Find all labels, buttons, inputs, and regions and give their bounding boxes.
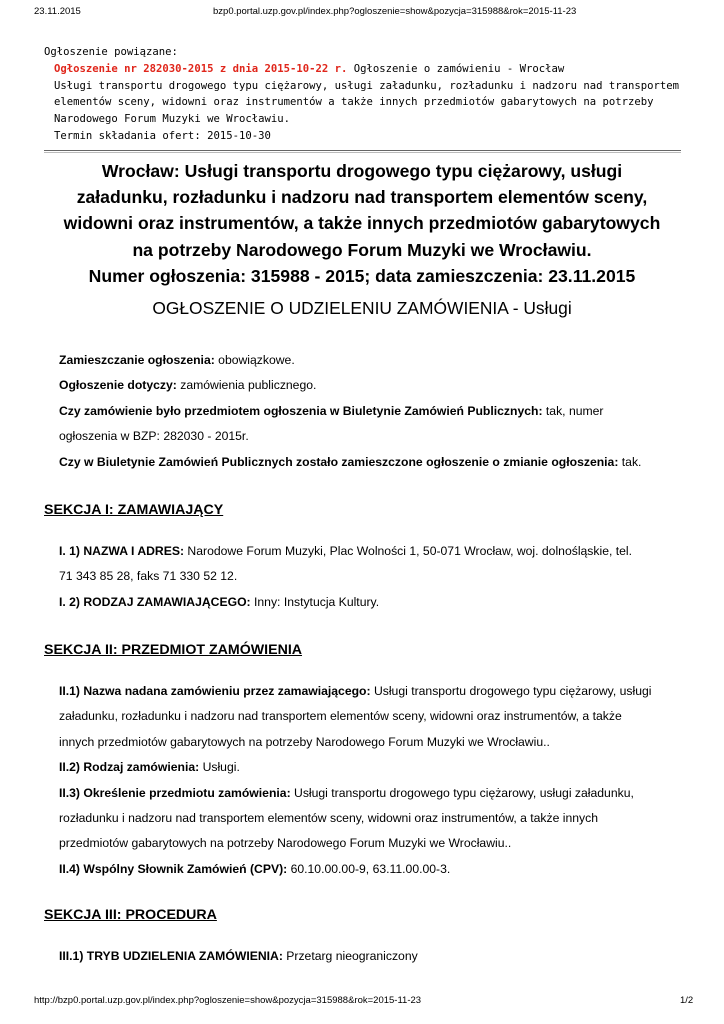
page-number: 1/2 <box>680 995 694 1006</box>
print-url-header: bzp0.portal.uzp.gov.pl/index.php?ogloszenie=show&pozycja=315988&rok=2015-11-23 <box>213 6 577 17</box>
related-line2: Usługi transportu drogowego typu ciężarowy, usługi załadunku, rozładunku i nadzoru nad transportem <box>54 79 680 92</box>
related-line4: Narodowego Forum Muzyki we Wrocławiu. <box>54 113 290 126</box>
related-notice <box>44 44 684 145</box>
page-title: Wrocław: Usługi transportu drogowego typu ciężarowy, usługi załadunku, rozładunku i nadzoru nad transportem elementów sceny, widowni oraz instrumentów, a także innych przedmiotów gabarytowych na potrzeby Narodowego Forum Muzyki we Wrocławiu. Numer ogłoszenia: 315988 - 2015; data zamieszczenia: 23.11.2015 <box>40 158 684 289</box>
related-deadline: Termin składania ofert: 2015-10-30 <box>54 129 271 142</box>
section-3-body: III.1) TRYB UDZIELENIA ZAMÓWIENIA: Przetarg nieograniczony <box>59 949 418 963</box>
related-heading: Ogłoszenie powiązane: <box>44 46 178 58</box>
notice-number: Numer ogłoszenia: 315988 - 2015; data zamieszczenia: 23.11.2015 <box>88 265 636 286</box>
section-1-heading: SEKCJA I: ZAMAWIAJĄCY <box>44 502 224 518</box>
print-url-footer: http://bzp0.portal.uzp.gov.pl/index.php?ogloszenie=show&pozycja=315988&rok=2015-11-23 <box>34 995 422 1006</box>
notice-meta: Zamieszczanie ogłoszenia: obowiązkowe. Ogłoszenie dotyczy: zamówienia publicznego. Czy zamówienie było przedmiotem ogłoszenia w Biuletynie Zamówień Publicznych: tak, numer ogłoszenia w BZP: 282030 - 2015r. Czy w Biuletynie Zamówień Publicznych zostało zamieszczone ogłoszenie o zmianie ogłoszenia: tak. <box>59 353 642 469</box>
section-2-heading: SEKCJA II: PRZEDMIOT ZAMÓWIENIA <box>44 642 303 658</box>
section-2-body: II.1) Nazwa nadana zamówieniu przez zamawiającego: Usługi transportu drogowego typu ciężarowy, usługi załadunku, rozładunku i nadzoru nad transportem elementów sceny, widowni oraz instrumentów, a także innych przedmiotów gabarytowych na potrzeby Narodowego Forum Muzyki we Wrocławiu.. II.2) Rodzaj zamówienia: Usługi. II.3) Określenie przedmiotu zamówienia: Usługi transportu drogowego typu ciężarowy, usługi załadunku, rozładunku i nadzoru nad transportem elementów sceny, widowni oraz instrumentów, a także innych przedmiotów gabarytowych na potrzeby Narodowego Forum Muzyki we Wrocławiu.. II.4) Wspólny Słownik Zamówień (CPV): 60.10.00.00-9, 63.11.00.00-3. <box>59 684 652 876</box>
related-notice-link[interactable]: Ogłoszenie nr 282030-2015 z dnia 2015-10-22 r. <box>54 62 348 75</box>
print-date: 23.11.2015 <box>34 6 81 17</box>
section-3-heading: SEKCJA III: PROCEDURA <box>44 907 217 923</box>
page-subtitle: OGŁOSZENIE O UDZIELENIU ZAMÓWIENIA - Usługi <box>152 298 572 318</box>
section-1-body: I. 1) NAZWA I ADRES: Narodowe Forum Muzyki, Plac Wolności 1, 50-071 Wrocław, woj. dolnośląskie, tel. 71 343 85 28, faks 71 330 52 12. I. 2) RODZAJ ZAMAWIAJĄCEGO: Inny: Instytucja Kultury. <box>59 544 633 609</box>
related-line3: elementów sceny, widowni oraz instrumentów a także innych przedmiotów gabarytowych na potrzeby <box>54 96 654 109</box>
horizontal-divider <box>44 150 681 153</box>
related-line1-text: Ogłoszenie o zamówieniu - Wrocław <box>347 62 565 75</box>
